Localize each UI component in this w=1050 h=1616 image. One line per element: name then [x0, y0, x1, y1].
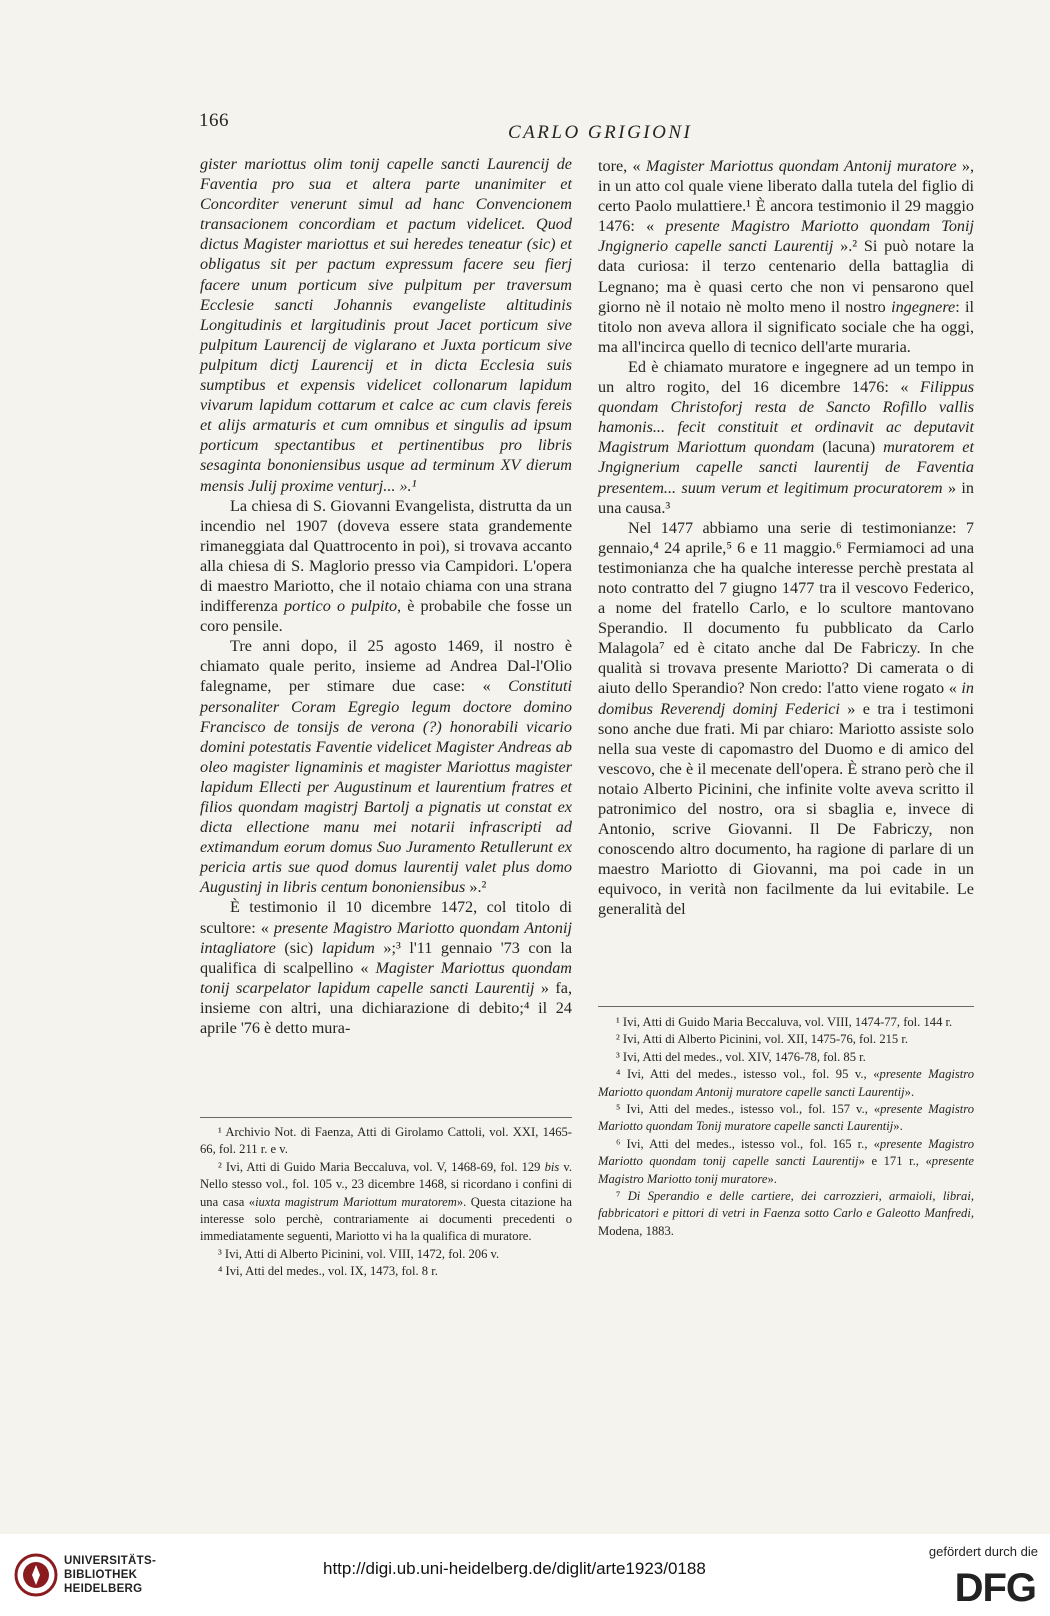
text: ». [767, 1171, 777, 1186]
text: tore, « [598, 157, 641, 175]
dfg-logo: DFG [954, 1566, 1036, 1610]
footnote-divider [200, 1117, 572, 1118]
footnote-divider [598, 1006, 974, 1007]
permalink-url[interactable]: http://digi.ub.uni-heidelberg.de/diglit/arte1923/0188 [323, 1559, 706, 1578]
text: portico o pulpito [284, 597, 398, 616]
footnote [200, 1159, 572, 1246]
running-head: CARLO GRIGIONI [508, 122, 693, 143]
text: presente Magistro Mariotto quondam Antonij intagliatore [200, 918, 572, 957]
right-column [598, 156, 974, 920]
text: ». Questa citazione ha interesse solo perchè, contrariamente ai documenti precedenti o immediatamente seguenti, Mariotto vi ha la qualifica di muratore. [200, 1194, 572, 1244]
institution-line: UNIVERSITÄTS- [64, 1555, 157, 1567]
text: ». [904, 1084, 915, 1099]
text: v. Nello stesso vol., fol. 105 v., 23 dicembre 1468, si ricordano i confini di una casa « [200, 1159, 572, 1209]
text: (lacuna) [822, 438, 876, 457]
paragraph [598, 357, 974, 518]
text: Filippus quondam Christoforj resta de Sancto Rofillo vallis hamonis... fecit constituit et ordinavit ac deputavit Magistrum Mariottum quondam [598, 378, 975, 457]
footnote: ³ Ivi, Atti del medes., vol. XIV, 1476-78, fol. 85 r. [616, 1049, 866, 1064]
text: ⁴ Ivi, Atti del medes., istesso vol., fol. 95 v., « [616, 1067, 880, 1082]
institution-line: HEIDELBERG [64, 1583, 143, 1595]
text: presente Magistro Mariotto quondam Tonij muratore capelle sancti Laurentij [598, 1102, 975, 1134]
footnotes-left [200, 1124, 572, 1281]
footnotes-right [598, 1014, 974, 1240]
university-seal-icon [14, 1550, 58, 1600]
text: lapidum [321, 938, 375, 957]
text: presente Magistro Mariotto quondam tonij capelle sancti Laurentij [598, 1136, 974, 1169]
left-column [200, 154, 572, 1038]
paragraph [200, 154, 572, 496]
text: ⁶ Ivi, Atti del medes., istesso vol., fol. 165 r., « [616, 1136, 880, 1151]
text: » e tra i testimoni sono anche due frati. Mi par chiaro: Mariotto assiste solo nella sua veste di capomastro del Duomo e di amico del vescovo, che è il mecenate dell'opera. È strano però che il notaio Alberto Picinini, che infinite volte aveva scritto il patronimico del nostro, ora si sbaglia e, invece di Antonio, scrive Giovanni. Il De Fabriczy, non conoscendo altro documento, ha ragione di parlare di un maestro Mariotto di Giovanni, ma poi cade in un equivoco, in verità non facilmente da lui evitabile. Le generalità del [598, 699, 975, 919]
text: : il titolo non aveva allora il significato sociale che ha oggi, ma all'incirca quello di tecnico dell'arte muraria. [598, 297, 974, 356]
text: (sic) [284, 938, 314, 957]
text: È testimonio il 10 dicembre 1472, col titolo di scultore: « [200, 898, 572, 937]
footnote: ⁴ Ivi, Atti del medes., vol. IX, 1473, fol. 8 r. [218, 1264, 438, 1279]
text: ingegnere [891, 297, 956, 316]
footnote: ¹ Ivi, Atti di Guido Maria Beccaluva, vol. VIII, 1474-77, fol. 144 r. [616, 1015, 953, 1029]
footnote: ¹ Archivio Not. di Faenza, Atti di Girolamo Cattoli, vol. XXI, 1465-66, fol. 211 r. e v. [200, 1125, 572, 1157]
text: presente Magistro Mariotto quondam Tonij Jngignerio capelle sancti Laurentij [598, 217, 974, 256]
text: , è probabile che fosse un coro pensile. [200, 597, 573, 636]
institution-line: BIBLIOTHEK [64, 1569, 138, 1581]
paragraph [200, 496, 572, 637]
text: ».² Si può notare la data curiosa: il terzo centenario della battaglia di Legnano; ma è quasi certo che non vi pensarono quel giorno nè il notaio nè molto meno il nostro [598, 237, 975, 316]
text: Tre anni dopo, il 25 agosto 1469, il nostro è chiamato quale perito, insieme ad Andrea Dal-l'Olio falegname, per stimare due case: « [200, 637, 572, 696]
footnote: ² Ivi, Atti di Alberto Picinini, vol. XII, 1475-76, fol. 215 r. [616, 1032, 909, 1047]
text: in domibus Reverendj dominj Federici [598, 679, 974, 718]
text: » in una causa.³ [598, 478, 975, 517]
text: » e 171 r., « [858, 1154, 932, 1169]
footnote: ³ Ivi, Atti di Alberto Picinini, vol. VIII, 1472, fol. 206 v. [218, 1246, 500, 1261]
viewer-footer [0, 1534, 1050, 1616]
text: »;³ l'11 gennaio '73 con la qualifica di scalpellino « [200, 938, 572, 977]
footnote [598, 1101, 974, 1136]
sponsor-note: gefördert durch die [928, 1544, 1038, 1559]
text: presente Magistro Mariotto quondam Antonij muratore capelle sancti Laurentij [598, 1067, 975, 1099]
text: , Modena, 1883. [598, 1206, 974, 1238]
text: muratorem et Jngignerium capelle sancti laurentij de Faventia presentem... suum verum et legitimum procuratorem [598, 438, 974, 497]
paragraph [598, 518, 974, 920]
text: ⁵ Ivi, Atti del medes., istesso vol., fol. 157 v., « [616, 1102, 881, 1117]
text: », in un atto col quale viene liberato dalla tutela del figlio di certo Paolo mulattiere.¹ È ancora testimonio il 29 maggio 1476: « [598, 157, 974, 236]
footnote [598, 1136, 974, 1188]
text: presente Magistro Mariotto tonij muratore [598, 1154, 974, 1186]
text: Magister Mariottus quondam Antonij muratore [645, 157, 957, 175]
latin-quotation: gister mariottus olim tonij capelle sancti Laurencij de Faventia pro sua et altera parte unanimiter et Concorditer venerunt simul ad hanc Convencionem transacionem concordiam et pactum videlicet. Quod dictus Magister mariottus et sui heredes teneatur (sic) et obligatus sit per pactum expressum facere seu fierj facere unum porticum sive pulpitum per traversum Ecclesie sancti Johannis evangeliste altitudinis Longitudinis et largitudinis prout Jacet porticum sive pulpitum Laurencij de viglarano et Juxta porticum sive pulpitum dictj Laurencij et in dicta Ecclesia suis sumptibus et expensis videlicet collonarum lapidum vivarum lapidum cottarum et calce ac cum clavis fereis et alijs armaturis et cum omnibus et singulis ad ipsum porticum spectantibus et pertinentibus pro libris sesaginta bononiensibus usque ad terminum XV dierum mensis Julij proxime venturj... ».¹ [200, 155, 572, 495]
text: Di Sperandio e delle cartiere, dei carrozzieri, armaioli, librai, fabbricatori e pittori di vetri in Faenza sotto Carlo e Galeotto Manfredi [598, 1189, 974, 1221]
text: ² Ivi, Atti di Guido Maria Beccaluva, vol. V, 1468-69, fol. 129 [218, 1159, 541, 1174]
footnote [598, 1066, 974, 1101]
text: iuxta magistrum Mariottum muratorem [255, 1194, 457, 1209]
text: ⁷ [616, 1189, 621, 1204]
institution-name [64, 1554, 156, 1596]
text: » fa, insieme con altri, una dichiarazione di debito;⁴ il 24 aprile '76 è detto mura- [200, 978, 572, 1038]
text: Nel 1477 abbiamo una serie di testimonianze: 7 gennaio,⁴ 24 aprile,⁵ 6 e 11 maggio.⁶ Fermiamoci ad una testimonianza che ha qualche interesse perchè prestata al noto contratto del 7 giugno 1477 tra il vescovo Federico, a nome del fratello Carlo, e lo scultore mantovano Sperandio. Il documento fu pubblicato da Carlo Malagola⁷ ed è citato anche dal De Fabriczy. In che qualità si trovava presente Mariotto? Di camerata o di aiuto dello Sperandio? Non credo: l'atto viene rogato « [598, 518, 974, 698]
text: ». [893, 1119, 903, 1134]
paragraph [598, 156, 974, 357]
page-number: 166 [199, 110, 229, 131]
text: ».² [469, 878, 487, 897]
paragraph [200, 897, 572, 1038]
text: La chiesa di S. Giovanni Evangelista, distrutta da un incendio nel 1907 (doveva essere stata grandemente rimaneggiata dal Quattrocento in poi), si trovava accanto alla chiesa di S. Maglorio presso via Campidori. L'opera di maestro Mariotto, che il notaio chiama con una strana indifferenza [200, 496, 572, 616]
text: bis [544, 1159, 560, 1174]
text: Ed è chiamato muratore e ingegnere ad un tempo in un altro rogito, del 16 dicembre 1476: « [598, 357, 974, 397]
text: Magister Mariottus quondam tonij scarpelator lapidum capelle sancti Laurentij [200, 958, 572, 997]
text: Constituti personaliter Coram Egregio legum doctore domino Francisco de tonsijs de verona (?) honorabili vicario domini potestatis Faventie videlicet Magister Andreas ab oleo magister lignaminis et magister Mariottus magister lapidum Ellecti per Augustinum et laurentium fratres et filios quondam magistrj Bartolj a pignatis ut constat ex dicta ellectione manu mei notarii infrascripti ad extimandum eorum domus Suo Juramento Retullerunt ex pericia artis sue quod domus laurentij valet plus domo Augustinj in libris centum bononiensibus [200, 677, 572, 897]
footnote [598, 1188, 974, 1240]
paragraph [200, 636, 572, 897]
